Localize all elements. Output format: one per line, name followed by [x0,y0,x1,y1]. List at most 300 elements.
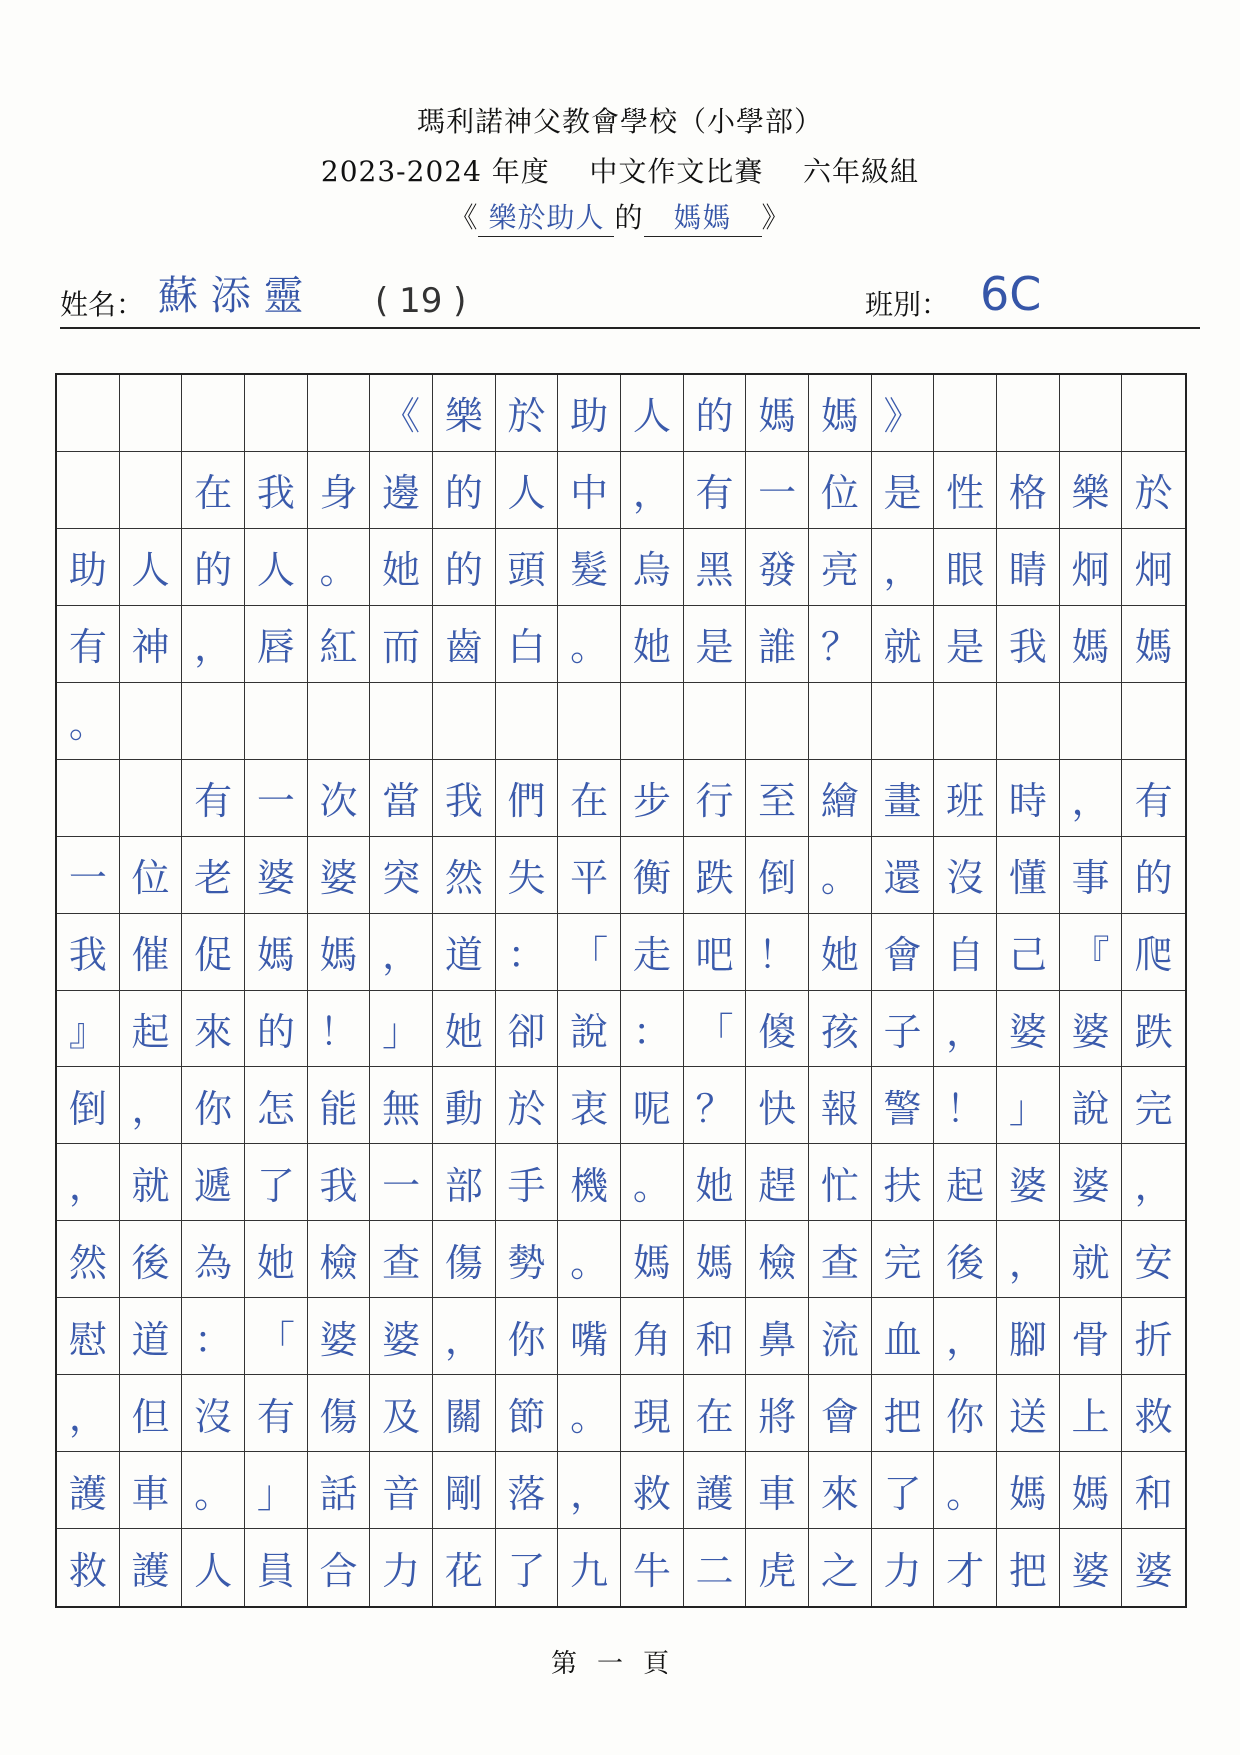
grid-cell: 步 [621,760,684,837]
grid-cell: 位 [809,452,872,529]
grid-cell: 的 [684,375,747,452]
essay-row [57,1221,1185,1298]
grid-cell: 班 [934,760,997,837]
grid-cell: 就 [1060,1221,1123,1298]
grid-cell: 婆 [997,1144,1060,1221]
grid-cell: 你 [182,1067,245,1144]
grid-cell: 會 [872,914,935,991]
grid-cell: ， [934,1298,997,1375]
grid-cell: ， [934,991,997,1068]
grid-cell: 婆 [1060,1144,1123,1221]
grid-cell: 就 [872,606,935,683]
grid-cell: 的 [1122,837,1185,914]
grid-cell: 救 [621,1452,684,1529]
grid-cell: 動 [433,1067,496,1144]
grid-cell: 員 [245,1529,308,1606]
grid-cell: 她 [433,991,496,1068]
grid-cell: 衡 [621,837,684,914]
essay-row [57,914,1185,991]
grid-cell: 我 [245,452,308,529]
grid-cell: 她 [809,914,872,991]
grid-cell: 睛 [997,529,1060,606]
grid-cell: 力 [872,1529,935,1606]
grid-cell: 。 [558,1375,621,1452]
grid-cell: 力 [370,1529,433,1606]
grid-cell: 傷 [308,1375,371,1452]
grid-cell: 你 [496,1298,559,1375]
grid-cell: 黑 [684,529,747,606]
grid-cell: 慰 [57,1298,120,1375]
year: 2023-2024 年度 [320,155,550,188]
essay-row [57,837,1185,914]
grid-cell [120,683,183,760]
grid-cell: 警 [872,1067,935,1144]
grid-cell: 時 [997,760,1060,837]
student-number: ( 19 ) [375,281,467,321]
grid-cell: ！ [308,991,371,1068]
grid-cell: 的 [433,529,496,606]
grid-cell: 還 [872,837,935,914]
grid-cell [1060,683,1123,760]
grid-cell: 媽 [1060,606,1123,683]
grid-cell: 誰 [746,606,809,683]
grid-cell: 了 [496,1529,559,1606]
grid-cell: 把 [872,1375,935,1452]
grid-cell: 當 [370,760,433,837]
grid-cell [934,683,997,760]
grid-cell: 於 [496,375,559,452]
grid-cell: 炯 [1122,529,1185,606]
grid-cell: 上 [1060,1375,1123,1452]
grid-cell: 救 [57,1529,120,1606]
grid-cell: 將 [746,1375,809,1452]
grid-cell: 「 [558,914,621,991]
grid-cell: 趕 [746,1144,809,1221]
grid-cell [245,375,308,452]
grid-cell: 們 [496,760,559,837]
essay-row [57,375,1185,452]
grid-cell: 來 [182,991,245,1068]
grid-cell: 於 [496,1067,559,1144]
grid-cell: 有 [182,760,245,837]
grid-cell: 折 [1122,1298,1185,1375]
grid-cell: 齒 [433,606,496,683]
grid-cell: 一 [746,452,809,529]
grid-cell: 一 [57,837,120,914]
grid-cell: 無 [370,1067,433,1144]
grid-cell [746,683,809,760]
grid-cell: 婆 [308,1298,371,1375]
grid-cell: 的 [245,991,308,1068]
grid-cell: 一 [370,1144,433,1221]
grid-cell: 及 [370,1375,433,1452]
grid-cell: 骨 [1060,1298,1123,1375]
grid-cell: 和 [684,1298,747,1375]
essay-row [57,1067,1185,1144]
grid-cell: 助 [558,375,621,452]
grid-cell: 機 [558,1144,621,1221]
grid-cell [182,683,245,760]
grid-cell: 人 [496,452,559,529]
grid-cell: 話 [308,1452,371,1529]
grid-cell: 剛 [433,1452,496,1529]
grid-cell: 。 [558,1221,621,1298]
grid-cell: 傻 [746,991,809,1068]
student-class: 6C [980,267,1042,321]
grid-cell: 婆 [1060,991,1123,1068]
grid-cell: 會 [809,1375,872,1452]
grid-cell: 是 [934,606,997,683]
grid-cell [872,683,935,760]
grid-cell: 烏 [621,529,684,606]
student-name: 蘇 添 靈 [158,273,304,319]
title-part2: 媽媽 [644,196,762,237]
grid-cell: 查 [370,1221,433,1298]
grid-cell: 的 [182,529,245,606]
grid-cell: 車 [120,1452,183,1529]
competition-line [0,150,1240,190]
grid-cell: 平 [558,837,621,914]
grid-cell: 為 [182,1221,245,1298]
grid-cell: 。 [57,683,120,760]
grid-cell: 突 [370,837,433,914]
grid-cell: 」 [997,1067,1060,1144]
grid-cell: 行 [684,760,747,837]
grid-cell: 但 [120,1375,183,1452]
grid-cell: 花 [433,1529,496,1606]
grid-cell: 了 [245,1144,308,1221]
grid-cell: 報 [809,1067,872,1144]
grid-cell: 嘴 [558,1298,621,1375]
grid-cell: 然 [57,1221,120,1298]
grid-cell: ？ [809,606,872,683]
grid-cell: 。 [558,606,621,683]
grid-cell [57,375,120,452]
grid-cell: 有 [245,1375,308,1452]
essay-row [57,683,1185,760]
grid-cell: 護 [120,1529,183,1606]
grid-cell [120,452,183,529]
student-info-row [60,255,1200,329]
grid-cell: 媽 [1122,606,1185,683]
grid-cell: 起 [934,1144,997,1221]
grid-cell: 腳 [997,1298,1060,1375]
grid-cell: 是 [872,452,935,529]
grid-cell: 自 [934,914,997,991]
grid-cell: ， [997,1221,1060,1298]
grid-cell: 眼 [934,529,997,606]
grid-cell: 卻 [496,991,559,1068]
grid-cell: ！ [746,914,809,991]
grid-cell: 才 [934,1529,997,1606]
grid-cell: 有 [57,606,120,683]
grid-cell [496,683,559,760]
grid-cell: 忙 [809,1144,872,1221]
grid-cell: 神 [120,606,183,683]
grid-cell: 呢 [621,1067,684,1144]
grid-cell: 媽 [621,1221,684,1298]
grid-cell [997,375,1060,452]
grid-cell: 然 [433,837,496,914]
grid-cell: 九 [558,1529,621,1606]
grid-cell: 節 [496,1375,559,1452]
grid-cell: 說 [558,991,621,1068]
grid-cell: 現 [621,1375,684,1452]
grid-cell: 人 [120,529,183,606]
grid-cell: 走 [621,914,684,991]
grid-cell [1060,375,1123,452]
grid-cell: 關 [433,1375,496,1452]
grid-cell [120,760,183,837]
grid-cell [182,375,245,452]
grid-cell: ， [558,1452,621,1529]
grid-cell: 我 [308,1144,371,1221]
grid-cell: 落 [496,1452,559,1529]
grid-cell: 的 [433,452,496,529]
grid-cell [57,452,120,529]
essay-row [57,991,1185,1068]
grid-cell: 媽 [746,375,809,452]
grid-cell [120,375,183,452]
grid-cell: 畫 [872,760,935,837]
grid-cell [433,683,496,760]
grid-cell: ， [57,1375,120,1452]
grid-cell: 跌 [684,837,747,914]
grid-cell: 催 [120,914,183,991]
grid-cell [621,683,684,760]
grid-cell [57,760,120,837]
competition: 中文作文比賽 [589,155,764,188]
grid-cell: 身 [308,452,371,529]
grid-cell: 』 [57,991,120,1068]
grid-cell: ！ [934,1067,997,1144]
essay-row [57,606,1185,683]
title-part1: 樂於助人 [478,196,614,237]
grid-cell: 紅 [308,606,371,683]
grid-cell: 她 [245,1221,308,1298]
grid-cell: 有 [1122,760,1185,837]
grid-cell: ， [872,529,935,606]
grid-cell: 《 [370,375,433,452]
grid-cell: ， [1060,760,1123,837]
grid-cell: 護 [684,1452,747,1529]
grid-cell: 婆 [997,991,1060,1068]
essay-row [57,1375,1185,1452]
grid-cell: 婆 [370,1298,433,1375]
grid-cell: 能 [308,1067,371,1144]
grid-cell: ， [621,452,684,529]
grid-cell: 媽 [684,1221,747,1298]
grid-cell: 媽 [997,1452,1060,1529]
grid-cell: 失 [496,837,559,914]
grid-cell: 怎 [245,1067,308,1144]
grid-cell: 子 [872,991,935,1068]
grid-cell: 。 [621,1144,684,1221]
grid-cell: 有 [684,452,747,529]
grid-cell [934,375,997,452]
grid-cell: 沒 [182,1375,245,1452]
grid-cell: 婆 [245,837,308,914]
grid-cell: 己 [997,914,1060,991]
grid-cell: 格 [997,452,1060,529]
grid-cell: 婆 [1134,1549,1173,1594]
grid-cell [308,375,371,452]
grid-cell: 我 [57,914,120,991]
grid-cell: 」 [245,1452,308,1529]
grid-cell: 婆 [1060,1529,1123,1606]
grid-cell: ： [496,914,559,991]
grid-cell: 音 [370,1452,433,1529]
grid-cell: 白 [496,606,559,683]
grid-cell: 頭 [496,529,559,606]
grid-cell [1122,375,1185,452]
grid-cell: 唇 [245,606,308,683]
grid-cell: 手 [496,1144,559,1221]
grid-cell: 把 [997,1529,1060,1606]
grid-cell: 來 [809,1452,872,1529]
grid-cell: 她 [621,606,684,683]
essay-row [57,1144,1185,1221]
grid-cell: 」 [370,991,433,1068]
grid-cell: 人 [621,375,684,452]
grid-cell: 傷 [433,1221,496,1298]
essay-row [57,760,1185,837]
essay-title-line: 《 樂於助人 的 媽媽 》 [0,196,1240,237]
grid-cell: 後 [120,1221,183,1298]
grid-cell: ？ [684,1067,747,1144]
grid-cell: 性 [934,452,997,529]
grid-cell: 道 [433,914,496,991]
grid-cell [245,683,308,760]
grid-cell: 「 [245,1298,308,1375]
grid-cell: 後 [934,1221,997,1298]
essay-row [57,1298,1185,1375]
grid-cell: 媽 [1060,1452,1123,1529]
grid-cell: 安 [1122,1221,1185,1298]
grid-cell: ： [621,991,684,1068]
grid-cell: 亮 [809,529,872,606]
grid-cell: 二 [684,1529,747,1606]
grid-cell: 在 [182,452,245,529]
grid-cell: 。 [809,837,872,914]
grid-cell: 你 [934,1375,997,1452]
grid-cell [997,683,1060,760]
page-number: 第一頁 [550,1649,689,1679]
grid-cell: 媽 [809,375,872,452]
grid-cell: 是 [684,606,747,683]
grid-cell: 婆 [308,837,371,914]
essay-grid [55,373,1187,1608]
grid-cell: ， [1122,1144,1185,1221]
essay-row [57,1452,1185,1529]
grid-cell: 完 [1122,1067,1185,1144]
grid-cell: 媽 [308,914,371,991]
grid-cell: 位 [120,837,183,914]
school-name: 瑪利諾神父教會學校（小學部） [416,105,823,138]
grid-cell: 我 [433,760,496,837]
grid-cell: 。 [308,529,371,606]
grid-cell: 炯 [1060,529,1123,606]
grid-cell: ， [182,606,245,683]
grid-cell [809,683,872,760]
grid-cell: 邊 [370,452,433,529]
grid-cell: 至 [746,760,809,837]
grid-cell: 檢 [308,1221,371,1298]
grid-cell: 沒 [934,837,997,914]
grid-cell: 和 [1122,1452,1185,1529]
grid-cell: 護 [57,1452,120,1529]
grid-cell: ， [370,914,433,991]
grid-cell: 就 [120,1144,183,1221]
grid-cell: 牛 [621,1529,684,1606]
essay-row [57,1529,1185,1606]
grid-cell: 事 [1060,837,1123,914]
grid-cell: 救 [1122,1375,1185,1452]
grid-cell: 發 [746,529,809,606]
grid-cell [558,683,621,760]
grid-cell: 樂 [433,375,496,452]
grid-cell: 虎 [746,1529,809,1606]
grid-cell: 部 [433,1144,496,1221]
grid-cell: 送 [997,1375,1060,1452]
grid-cell: 合 [308,1529,371,1606]
grid-cell: 鼻 [746,1298,809,1375]
grid-cell [1122,683,1185,760]
grid-cell: 在 [558,760,621,837]
grid-cell: 助 [57,529,120,606]
grid-cell: 她 [684,1144,747,1221]
grid-cell: 在 [684,1375,747,1452]
grid-cell: 人 [182,1529,245,1606]
grid-cell: 她 [370,529,433,606]
grid-cell: 懂 [997,837,1060,914]
grid-cell: 人 [245,529,308,606]
grid-cell: 衷 [558,1067,621,1144]
grid-cell: 快 [746,1067,809,1144]
grid-cell: ， [433,1298,496,1375]
essay-row [57,529,1185,606]
grid-cell: 扶 [872,1144,935,1221]
grade: 六年級組 [803,155,920,188]
grid-cell: 起 [120,991,183,1068]
grid-cell [684,683,747,760]
grid-cell: 倒 [746,837,809,914]
grid-cell: 髮 [558,529,621,606]
grid-cell: 老 [182,837,245,914]
grid-cell: 一 [245,760,308,837]
name-label: 姓名： [60,288,145,321]
grid-cell: ， [57,1144,120,1221]
grid-cell: 爬 [1122,914,1185,991]
grid-cell: 「 [684,991,747,1068]
grid-cell: 『 [1060,914,1123,991]
grid-cell: 孩 [809,991,872,1068]
essay-row [57,452,1185,529]
grid-cell: 中 [558,452,621,529]
grid-cell: 。 [934,1452,997,1529]
grid-cell: 。 [182,1452,245,1529]
grid-cell: 道 [120,1298,183,1375]
grid-cell: 次 [308,760,371,837]
grid-cell: 樂 [1060,452,1123,529]
grid-cell: 了 [872,1452,935,1529]
grid-cell: 流 [809,1298,872,1375]
grid-cell: 吧 [684,914,747,991]
grid-cell [370,683,433,760]
grid-cell: 之 [809,1529,872,1606]
grid-cell: ： [182,1298,245,1375]
grid-cell: 車 [746,1452,809,1529]
